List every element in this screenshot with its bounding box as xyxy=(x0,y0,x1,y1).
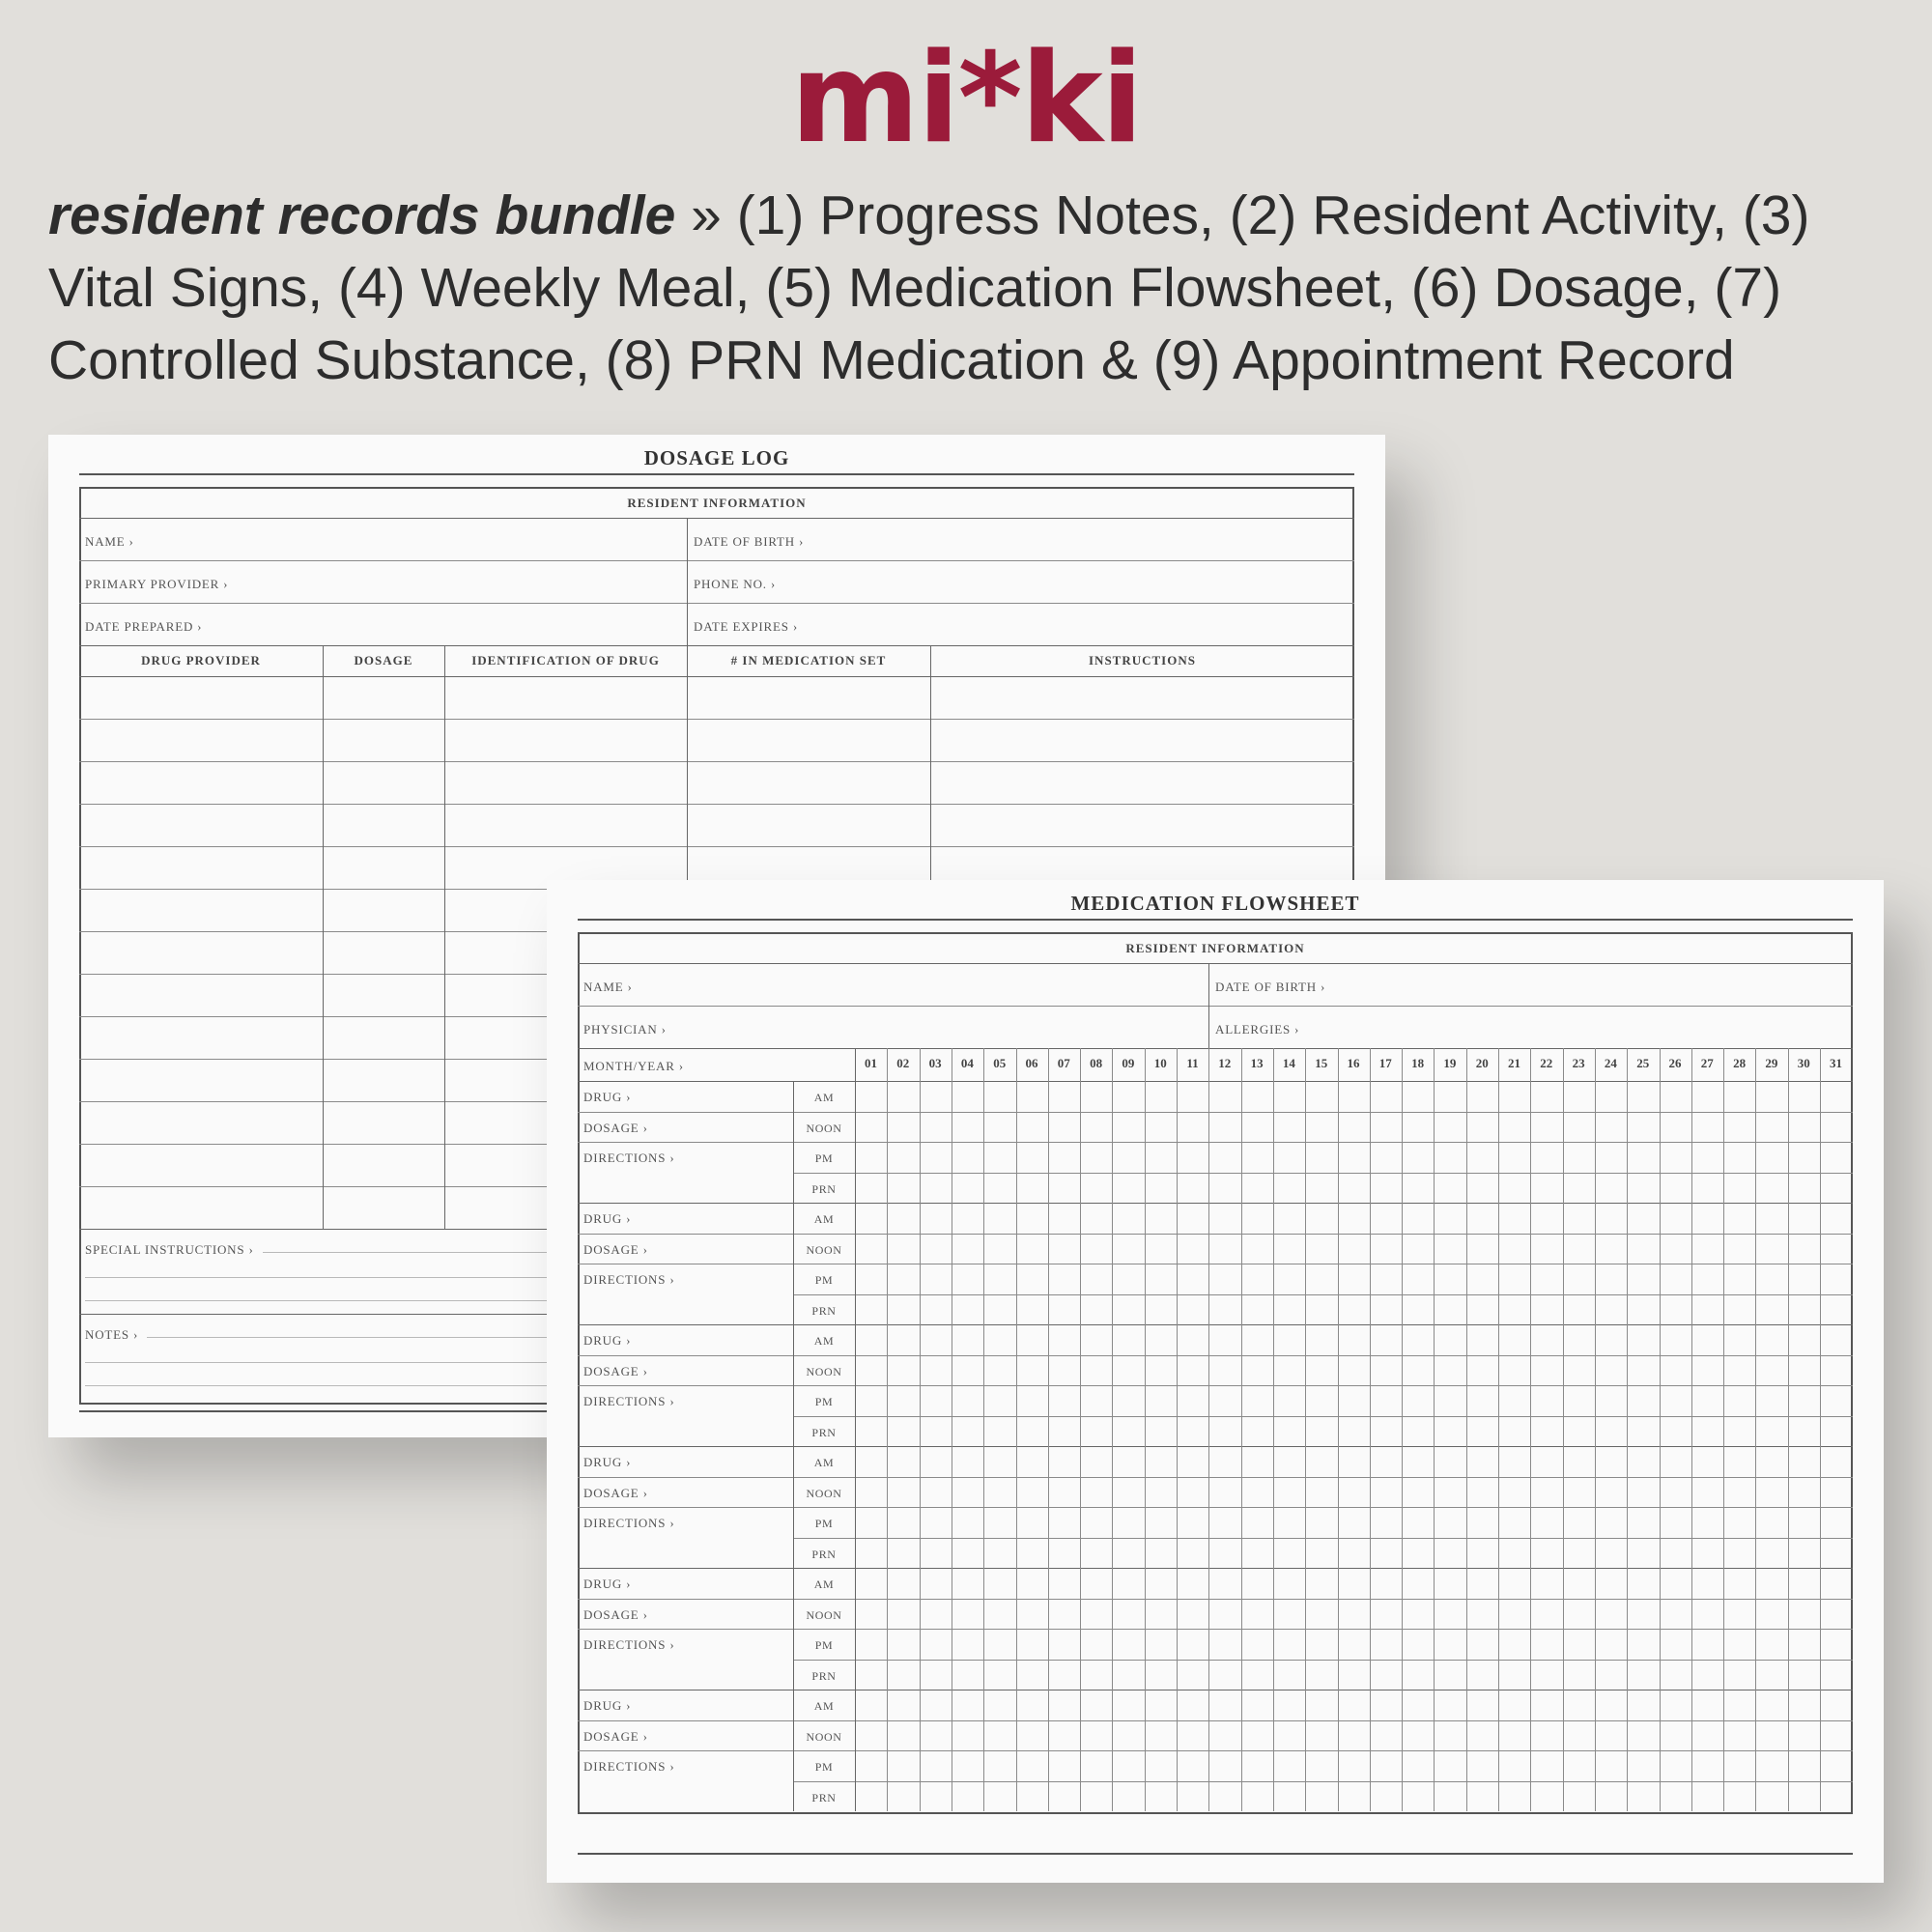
date-of-birth-field: DATE OF BIRTH › xyxy=(694,534,805,549)
divider xyxy=(79,518,1354,519)
time-pm: PM xyxy=(814,1517,834,1530)
day-column-header: 31 xyxy=(1830,1056,1842,1070)
time-pm: PM xyxy=(814,1638,834,1652)
directions-field: DIRECTIONS › xyxy=(583,1637,675,1652)
day-column-header: 30 xyxy=(1797,1056,1810,1070)
divider xyxy=(578,1081,1853,1082)
block-divider xyxy=(578,1446,1853,1447)
day-column-line xyxy=(1402,1048,1403,1811)
title-rule xyxy=(79,473,1354,475)
physician-field: PHYSICIAN › xyxy=(583,1022,667,1037)
day-column-header: 21 xyxy=(1508,1056,1520,1070)
time-pm: PM xyxy=(814,1273,834,1287)
time-am: AM xyxy=(813,1212,835,1226)
time-am: AM xyxy=(813,1577,835,1591)
drug-field: DRUG › xyxy=(583,1698,632,1713)
day-column-line xyxy=(1820,1048,1821,1811)
table-row-line xyxy=(79,761,1354,762)
day-column-header: 11 xyxy=(1186,1056,1199,1070)
day-column-line xyxy=(1723,1048,1724,1811)
day-column-header: 05 xyxy=(993,1056,1007,1070)
time-noon: NOON xyxy=(806,1486,842,1500)
day-column-header: 04 xyxy=(960,1056,974,1070)
dosage-field: DOSAGE › xyxy=(583,1363,648,1378)
grid-row-line xyxy=(578,1385,1853,1386)
dosage-field: DOSAGE › xyxy=(583,1606,648,1622)
table-row-line xyxy=(79,719,1354,720)
time-prn: PRN xyxy=(811,1668,837,1683)
title-rule xyxy=(578,919,1853,921)
drug-field: DRUG › xyxy=(583,1211,632,1226)
day-column-header: 06 xyxy=(1025,1056,1038,1070)
divider xyxy=(578,963,1853,964)
day-column-line xyxy=(1627,1048,1628,1811)
time-prn: PRN xyxy=(811,1425,837,1439)
grid-row-line xyxy=(578,1112,1853,1113)
time-prn: PRN xyxy=(811,1303,837,1318)
miki-logo: mi*ki xyxy=(790,27,1142,171)
day-column-line xyxy=(1660,1048,1661,1811)
resident-information-header: RESIDENT INFORMATION xyxy=(627,496,807,510)
divider xyxy=(79,645,1354,646)
day-column-header: 17 xyxy=(1378,1056,1392,1070)
medication-flowsheet-sheet xyxy=(547,880,1884,1883)
directions-field: DIRECTIONS › xyxy=(583,1516,675,1530)
divider xyxy=(578,1006,1853,1007)
block-divider xyxy=(578,1324,1853,1325)
time-pm: PM xyxy=(814,1395,834,1408)
divider xyxy=(79,603,1354,604)
day-column-header: 23 xyxy=(1572,1056,1585,1070)
directions-field: DIRECTIONS › xyxy=(583,1394,675,1408)
column-drug-provider: DRUG PROVIDER xyxy=(141,653,261,668)
day-column-header: 02 xyxy=(896,1056,910,1070)
day-column-header: 12 xyxy=(1218,1056,1232,1070)
grid-row-line xyxy=(578,1629,1853,1630)
day-column-line xyxy=(1563,1048,1564,1811)
column-identification-of-drug: IDENTIFICATION OF DRUG xyxy=(471,653,660,668)
medication-flowsheet-title: MEDICATION FLOWSHEET xyxy=(1070,892,1360,915)
grid-row-line xyxy=(578,1355,1853,1356)
day-column-header: 19 xyxy=(1443,1056,1457,1070)
time-pm: PM xyxy=(814,1760,834,1774)
time-pm: PM xyxy=(814,1151,834,1165)
resident-information-header: RESIDENT INFORMATION xyxy=(1125,941,1305,955)
day-column-line xyxy=(920,1048,921,1811)
time-am: AM xyxy=(813,1091,835,1104)
day-column-line xyxy=(983,1048,984,1811)
bottom-rule xyxy=(578,1853,1853,1855)
divider xyxy=(79,560,1354,561)
drug-field: DRUG › xyxy=(583,1090,632,1104)
day-column-line xyxy=(1208,1048,1209,1811)
date-of-birth-field: DATE OF BIRTH › xyxy=(1215,980,1326,994)
day-column-line xyxy=(1145,1048,1146,1811)
day-column-header: 08 xyxy=(1090,1056,1103,1070)
day-column-line xyxy=(1466,1048,1467,1811)
day-column-line xyxy=(887,1048,888,1811)
day-column-line xyxy=(1530,1048,1531,1811)
divider xyxy=(1208,963,1209,1048)
time-am: AM xyxy=(813,1699,835,1713)
label-column-line xyxy=(793,1081,794,1811)
name-field: NAME › xyxy=(583,980,633,994)
time-noon: NOON xyxy=(806,1242,842,1257)
day-column-header: 10 xyxy=(1153,1056,1167,1070)
day-column-header: 24 xyxy=(1604,1056,1617,1070)
dosage-field: DOSAGE › xyxy=(583,1728,648,1744)
day-column-line xyxy=(1080,1048,1081,1811)
dosage-field: DOSAGE › xyxy=(583,1241,648,1257)
day-column-header: 22 xyxy=(1540,1056,1553,1070)
day-column-header: 25 xyxy=(1636,1056,1650,1070)
day-column-line xyxy=(1755,1048,1756,1811)
time-prn: PRN xyxy=(811,1181,837,1196)
bundle-title: resident records bundle xyxy=(48,185,676,246)
dosage-field: DOSAGE › xyxy=(583,1120,648,1135)
column-medication-set: # IN MEDICATION SET xyxy=(730,653,887,668)
directions-field: DIRECTIONS › xyxy=(583,1759,675,1774)
time-noon: NOON xyxy=(806,1607,842,1622)
grid-row-line xyxy=(578,1477,1853,1478)
column-line xyxy=(323,645,324,1229)
divider xyxy=(79,676,1354,677)
day-column-header: 20 xyxy=(1475,1056,1489,1070)
day-column-line xyxy=(1112,1048,1113,1811)
day-column-header: 27 xyxy=(1700,1056,1714,1070)
bundle-contents: » (1) Progress Notes, (2) Resident Activity, (3) Vital Signs, (4) Weekly Meal, (5) Medication Flowsheet, (6) Dosage, (7) Controlled Substance, (8) PRN Medication & (9) Appointment Record xyxy=(48,185,1810,391)
directions-field: DIRECTIONS › xyxy=(583,1272,675,1287)
grid-row-line xyxy=(578,1507,1853,1508)
drug-field: DRUG › xyxy=(583,1577,632,1591)
day-column-header: 16 xyxy=(1347,1056,1360,1070)
divider xyxy=(578,1048,1853,1049)
day-column-header: 09 xyxy=(1122,1056,1135,1070)
column-line xyxy=(444,645,445,1229)
day-column-header: 07 xyxy=(1057,1056,1070,1070)
allergies-field: ALLERGIES › xyxy=(1215,1022,1300,1037)
dosage-log-title: DOSAGE LOG xyxy=(643,446,790,469)
day-column-line xyxy=(1177,1048,1178,1811)
grid-row-line xyxy=(578,1234,1853,1235)
time-noon: NOON xyxy=(806,1364,842,1378)
day-column-line xyxy=(1305,1048,1306,1811)
time-noon: NOON xyxy=(806,1729,842,1744)
grid-row-line xyxy=(578,1720,1853,1721)
day-column-header: 14 xyxy=(1282,1056,1295,1070)
block-divider xyxy=(578,1568,1853,1569)
time-noon: NOON xyxy=(806,1121,842,1135)
day-column-line xyxy=(1338,1048,1339,1811)
table-row-line xyxy=(79,804,1354,805)
day-column-header: 13 xyxy=(1250,1056,1264,1070)
column-dosage: DOSAGE xyxy=(354,653,413,668)
day-column-line xyxy=(1788,1048,1789,1811)
day-column-line xyxy=(1498,1048,1499,1811)
month-year-field: MONTH/YEAR › xyxy=(583,1059,684,1073)
day-column-header: 01 xyxy=(865,1056,877,1070)
time-prn: PRN xyxy=(811,1547,837,1561)
time-am: AM xyxy=(813,1334,835,1348)
divider xyxy=(687,518,688,645)
day-column-header: 28 xyxy=(1733,1056,1747,1070)
day-column-line xyxy=(1241,1048,1242,1811)
directions-field: DIRECTIONS › xyxy=(583,1151,675,1165)
day-column-header: 29 xyxy=(1765,1056,1778,1070)
date-expires-field: DATE EXPIRES › xyxy=(694,619,798,634)
day-column-line xyxy=(1048,1048,1049,1811)
day-column-line xyxy=(1434,1048,1435,1811)
grid-row-line xyxy=(578,1599,1853,1600)
phone-number-field: PHONE NO. › xyxy=(694,577,776,591)
bundle-description xyxy=(48,180,1903,397)
day-column-header: 18 xyxy=(1411,1056,1425,1070)
primary-provider-field: PRIMARY PROVIDER › xyxy=(85,577,229,591)
block-divider xyxy=(578,1203,1853,1204)
dosage-field: DOSAGE › xyxy=(583,1485,648,1500)
day-column-line xyxy=(855,1048,856,1811)
day-column-line xyxy=(1273,1048,1274,1811)
drug-field: DRUG › xyxy=(583,1455,632,1469)
table-row-line xyxy=(79,846,1354,847)
day-column-line xyxy=(1370,1048,1371,1811)
drug-field: DRUG › xyxy=(583,1333,632,1348)
day-column-header: 26 xyxy=(1668,1056,1682,1070)
day-column-header: 15 xyxy=(1315,1056,1328,1070)
day-column-header: 03 xyxy=(928,1056,942,1070)
name-field: NAME › xyxy=(85,534,134,549)
time-am: AM xyxy=(813,1456,835,1469)
grid-row-line xyxy=(578,1750,1853,1751)
special-instructions-field: SPECIAL INSTRUCTIONS › xyxy=(85,1242,254,1257)
time-prn: PRN xyxy=(811,1790,837,1804)
date-prepared-field: DATE PREPARED › xyxy=(85,619,203,634)
day-column-line xyxy=(1016,1048,1017,1811)
notes-field: NOTES › xyxy=(85,1327,139,1342)
day-column-line xyxy=(1595,1048,1596,1811)
column-instructions: INSTRUCTIONS xyxy=(1089,653,1196,668)
grid-row-line xyxy=(578,1142,1853,1143)
day-column-line xyxy=(1691,1048,1692,1811)
